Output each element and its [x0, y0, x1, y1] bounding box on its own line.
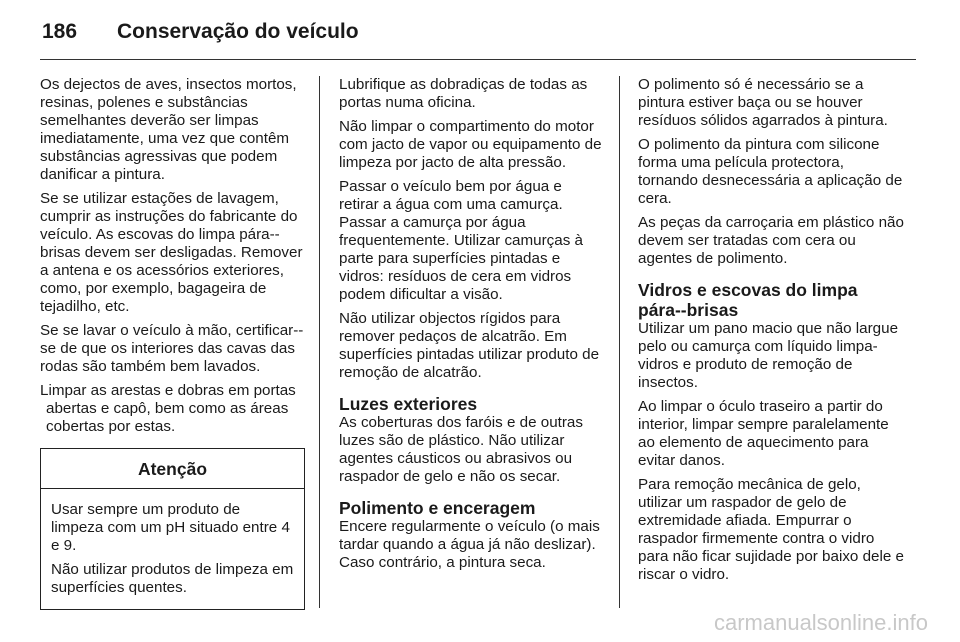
column-divider	[319, 76, 320, 608]
paragraph: Passar o veículo bem por água e retirar a água com uma camurça. Passar a camurça por água frequentemente. Utilizar camurças à parte para superfícies pintadas e vidros: resíduos de cera em vidros podem dificultar a visão.	[339, 178, 583, 303]
page-title: Conservação do veículo	[117, 20, 359, 43]
paragraph: Ao limpar o óculo traseiro a partir do interior, limpar sempre paralelamente ao elemento de aquecimento para evitar danos.	[638, 398, 889, 469]
column-3	[638, 76, 904, 590]
paragraph: Se se utilizar estações de lavagem, cumprir as instruções do fabricante do veículo. As escovas do limpa pára--brisas devem ser desligadas. Remover a antena e os acessórios exteriores, como, por exemplo, bagageira de tejadilho, etc.	[40, 190, 303, 315]
watermark: carmanualsonline.info	[713, 610, 928, 635]
paragraph: As coberturas dos faróis e de outras luzes são de plástico. Não utilizar agentes cáusticos ou abrasivos ou raspador de gelo e não os secar.	[339, 414, 583, 485]
section-heading: Polimento e enceragem	[339, 498, 536, 518]
column-1	[40, 76, 305, 610]
warning-text: Usar sempre um produto de limpeza com um pH situado entre 4 e 9.	[51, 501, 290, 554]
warning-box	[40, 448, 305, 610]
warning-body	[41, 489, 304, 609]
page-number: 186	[42, 20, 78, 43]
paragraph: O polimento só é necessário se a pintura estiver baça ou se houver resíduos sólidos agarrados à pintura.	[638, 76, 888, 129]
paragraph: As peças da carroçaria em plástico não devem ser tratadas com cera ou agentes de polimento.	[638, 214, 904, 267]
paragraph: Não utilizar objectos rígidos para remover pedaços de alcatrão. Em superfícies pintadas utilizar produto de remoção de alcatrão.	[339, 310, 600, 381]
paragraph: Para remoção mecânica de gelo, utilizar um raspador de gelo de extremidade afiada. Empurrar o raspador firmemente contra o vidro para não ficar sujidade por baixo dele e riscar o vidro.	[638, 476, 904, 583]
section-heading: Luzes exteriores	[339, 394, 478, 414]
paragraph: Os dejectos de aves, insectos mortos, resinas, polenes e substâncias semelhantes deverão ser limpas imediatamente, uma vez que contêm substâncias agressivas que podem danificar a pintura.	[40, 76, 297, 183]
paragraph: Utilizar um pano macio que não largue pelo ou camurça com líquido limpa-vidros e produto de remoção de insectos.	[638, 320, 899, 391]
paragraph: Lubrifique as dobradiças de todas as portas numa oficina.	[339, 76, 588, 111]
paragraph: Encere regularmente o veículo (o mais tardar quando a água já não deslizar). Caso contrário, a pintura seca.	[339, 518, 600, 571]
warning-title: Atenção	[41, 449, 304, 489]
paragraph: Se se lavar o veículo à mão, certificar--se de que os interiores das cavas das rodas são também bem lavados.	[40, 322, 304, 375]
section-heading: Vidros e escovas do limpa pára--brisas	[638, 280, 858, 320]
column-2	[339, 76, 605, 578]
warning-text: Não utilizar produtos de limpeza em superfícies quentes.	[51, 561, 294, 596]
paragraph: Limpar as arestas e dobras em portas abertas e capô, bem como as áreas cobertas por estas.	[40, 382, 296, 435]
column-divider	[619, 76, 620, 608]
paragraph: O polimento da pintura com silicone forma uma película protectora, tornando desnecessária a aplicação de cera.	[638, 136, 903, 207]
paragraph: Não limpar o compartimento do motor com jacto de vapor ou equipamento de limpeza por jacto de alta pressão.	[339, 118, 602, 171]
header-rule	[40, 59, 916, 60]
